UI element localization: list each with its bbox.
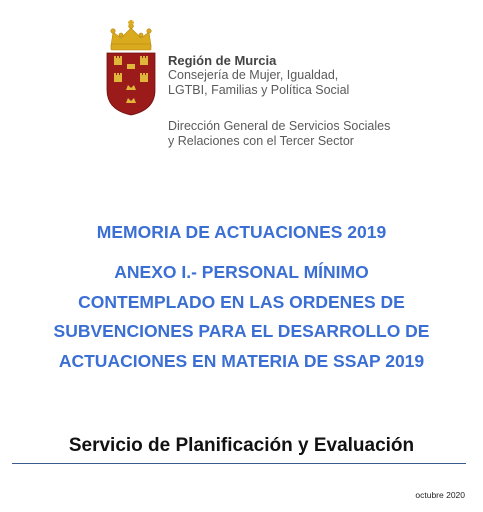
- coat-of-arms-icon: [103, 20, 159, 116]
- dept-line: y Relaciones con el Tercer Sector: [168, 134, 354, 148]
- annex-title-line: ANEXO I.- PERSONAL MÍNIMO: [114, 262, 369, 282]
- organization-name-block: [168, 53, 349, 98]
- org-line: LGTBI, Familias y Política Social: [168, 83, 350, 97]
- horizontal-divider: [12, 463, 466, 464]
- annex-title-line: SUBVENCIONES PARA EL DESARROLLO DE: [53, 321, 430, 341]
- document-date: octubre 2020: [415, 490, 465, 500]
- annex-title-line: ACTUACIONES EN MATERIA DE SSAP 2019: [58, 350, 425, 371]
- org-name: Región de Murcia: [168, 53, 277, 68]
- department-name-block: [168, 119, 390, 149]
- main-title: MEMORIA DE ACTUACIONES 2019: [96, 222, 387, 242]
- dept-line: Dirección General de Servicios Sociales: [168, 119, 391, 133]
- annex-title: [0, 258, 483, 376]
- annex-title-line: CONTEMPLADO EN LAS ORDENES DE: [78, 291, 405, 312]
- org-line: Consejería de Mujer, Igualdad,: [168, 68, 339, 82]
- service-name: Servicio de Planificación y Evaluación: [68, 435, 415, 456]
